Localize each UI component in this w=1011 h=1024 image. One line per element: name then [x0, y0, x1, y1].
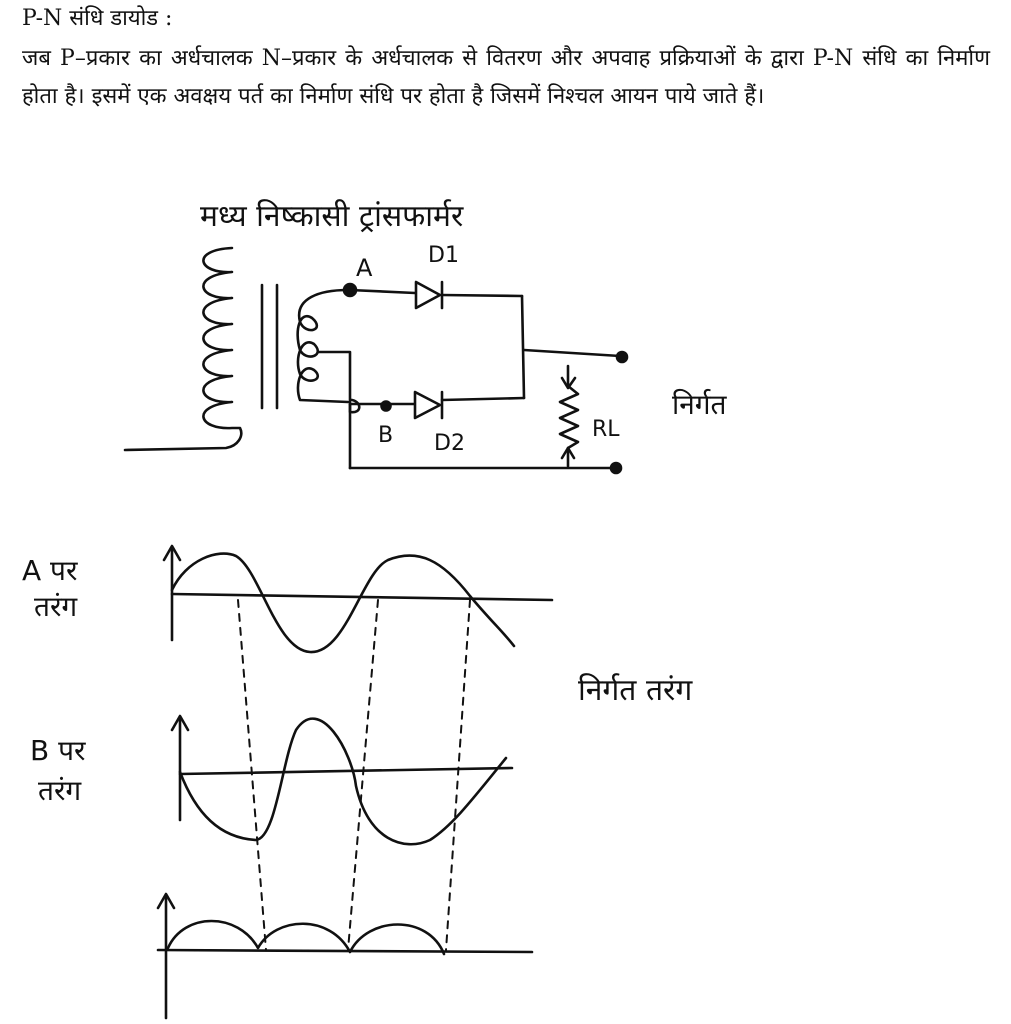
projection-line-3 [446, 600, 470, 950]
output-label: निर्गत [672, 388, 727, 421]
heading: P-N संधि डायोड : [22, 6, 173, 31]
wire-d1-right [442, 295, 522, 296]
label-b: B [378, 423, 394, 448]
wave-a-label-line2: तरंग [34, 590, 78, 623]
diode-d2-icon [415, 392, 440, 418]
label-rl: RL [592, 417, 620, 442]
output-wave-label: निर्गत तरंग [578, 673, 693, 708]
projection-line-1 [238, 600, 266, 950]
load-resistor-icon [560, 386, 578, 466]
wave-out-x-axis [158, 950, 532, 952]
label-d1: D1 [428, 243, 459, 268]
primary-coil [125, 248, 241, 450]
wave-b-label-line2: तरंग [38, 774, 82, 807]
label-a: A [356, 254, 373, 282]
diode-d1-icon [416, 282, 440, 308]
paragraph: जब P–प्रकार का अर्धचालक N–प्रकार के अर्धचालक से वितरण और अपवाह प्रक्रियाओं के द्वारा P-N संधि का निर्माण होता है। इसमें एक अवक्षय पर्त का निर्माण संधि पर होता है जिसमें निश्चल आयन पाये जाते हैं। [22, 46, 990, 109]
wave-a-label-line1: A पर [22, 554, 78, 587]
wire-a-d1 [350, 290, 415, 293]
label-d2: D2 [434, 431, 465, 456]
wave-b-label-line1: B पर [30, 734, 86, 767]
cathode-junction [522, 296, 524, 398]
secondary-coil [298, 290, 348, 402]
wave-a-curve [172, 554, 514, 652]
wave-b-x-axis [180, 768, 512, 774]
output-wire-top [524, 350, 620, 356]
wire-d2-right [442, 398, 524, 400]
output-terminal-top [617, 352, 627, 362]
circuit-title: मध्य निष्कासी ट्रांसफार्मर [200, 199, 464, 234]
output-terminal-bottom [611, 463, 621, 473]
projection-line-2 [348, 600, 378, 950]
